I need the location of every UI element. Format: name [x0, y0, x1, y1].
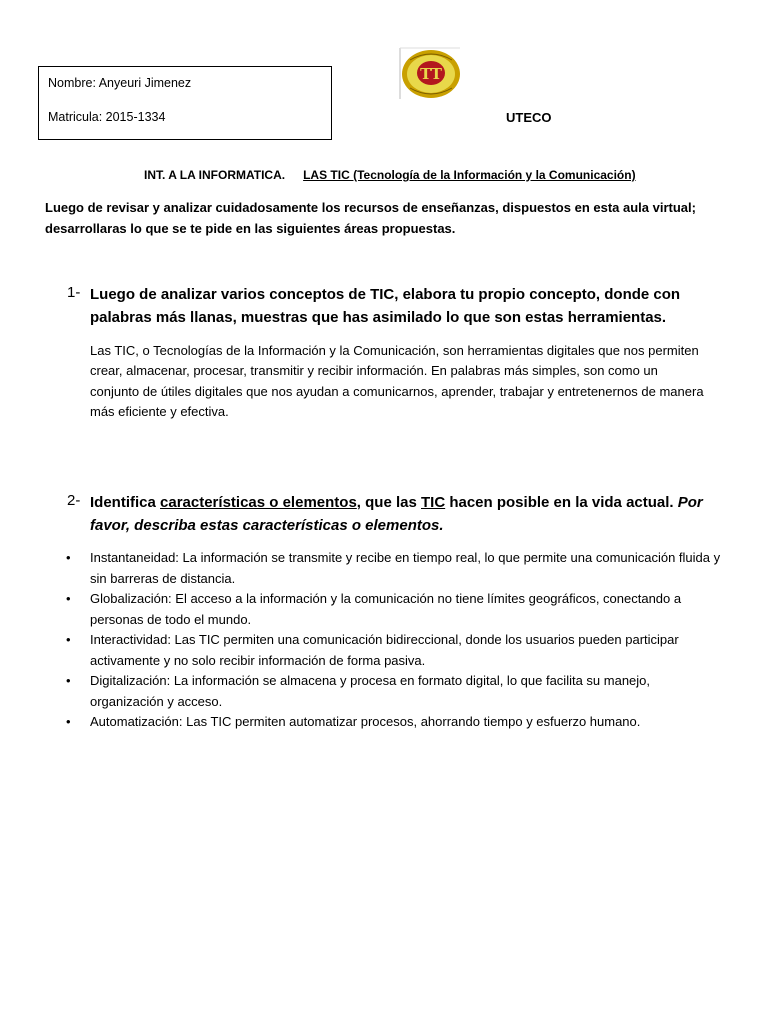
- list-item: [62, 712, 722, 733]
- bullet-icon: •: [66, 550, 71, 565]
- q2-underlined-tic: TIC: [421, 494, 446, 511]
- logo-emblem-icon: [398, 46, 462, 100]
- question-2-number: 2-: [67, 492, 81, 509]
- course-label: INT. A LA INFORMATICA.: [144, 168, 286, 182]
- question-1-number: 1-: [67, 284, 81, 301]
- q2-underlined-segment: características o elementos: [160, 494, 357, 511]
- student-id: Matricula: 2015-1334: [48, 110, 166, 124]
- logo-lettering: TT: [420, 65, 442, 83]
- course-title: LAS TIC (Tecnología de la Información y la Comunicación): [303, 168, 636, 182]
- q2-segment: hacen posible en la vida actual.: [445, 494, 678, 511]
- student-info-box: [38, 66, 332, 140]
- university-logo: [398, 46, 462, 100]
- list-item-text: Instantaneidad: La información se transmite y recibe en tiempo real, lo que permite una comunicación fluida y sin barreras de distancia.: [90, 550, 721, 586]
- q2-segment: , que las: [356, 494, 421, 511]
- list-item-text: Globalización: El acceso a la información y la comunicación no tiene límites geográficos, conectando a personas de todo el mundo.: [90, 591, 682, 627]
- bullet-icon: •: [66, 632, 71, 647]
- question-2-text: [90, 491, 730, 537]
- course-heading: [144, 168, 636, 182]
- list-item: [62, 548, 722, 589]
- bullet-icon: •: [66, 714, 71, 729]
- question-1-text: Luego de analizar varios conceptos de TIC, elabora tu propio concepto, donde con palabras más llanas, muestras que has asimilado lo que son estas herramientas.: [90, 286, 681, 326]
- q2-italic-segment: Por favor, describa estas características o elementos.: [90, 494, 703, 534]
- list-item: [62, 671, 722, 712]
- list-item: [62, 589, 722, 630]
- list-item-text: Interactividad: Las TIC permiten una comunicación bidireccional, donde los usuarios pueden participar activamente y no solo recibir información de forma pasiva.: [90, 632, 679, 668]
- list-item-text: Automatización: Las TIC permiten automatizar procesos, ahorrando tiempo y esfuerzo humano.: [90, 714, 641, 729]
- characteristics-list: [62, 548, 722, 733]
- question-1-answer: Las TIC, o Tecnologías de la Información y la Comunicación, son herramientas digitales que nos permiten crear, almacenar, procesar, transmitir y recibir información. En palabras más simples, son como un conjunto de útiles digitales que nos ayudan a comunicarnos, aprender, trabajar y entretenernos de manera más eficiente y efectiva.: [90, 343, 704, 419]
- bullet-icon: •: [66, 591, 71, 606]
- list-item-text: Digitalización: La información se almacena y procesa en formato digital, lo que facilita su manejo, organización y acceso.: [90, 673, 651, 709]
- q2-segment: Identifica: [90, 494, 161, 511]
- institution-name: UTECO: [506, 110, 552, 125]
- intro-paragraph: Luego de revisar y analizar cuidadosamente los recursos de enseñanzas, dispuestos en esta aula virtual; desarrollaras lo que se te pide en las siguientes áreas propuestas.: [45, 200, 696, 236]
- bullet-icon: •: [66, 673, 71, 688]
- list-item: [62, 630, 722, 671]
- student-name: Nombre: Anyeuri Jimenez: [48, 76, 192, 90]
